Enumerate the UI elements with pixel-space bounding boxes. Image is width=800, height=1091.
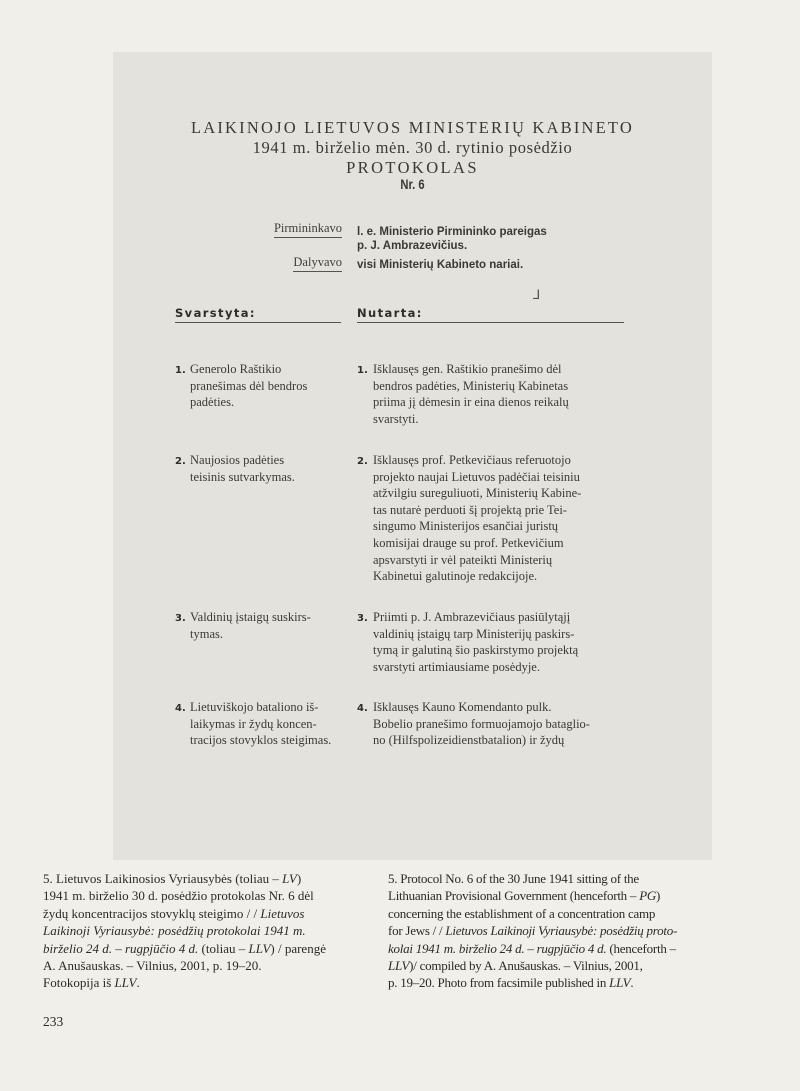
text-line: Lietuviškojo bataliono iš- [190, 700, 319, 714]
text-line: Išklausęs prof. Petkevičiaus referuotojo [373, 453, 571, 467]
item-2-number-right: 2. [357, 456, 368, 467]
item-1-number-left: 1. [175, 365, 186, 376]
text-line: laikymas ir žydų koncen- [190, 716, 317, 731]
text-line: tas nutarė perduoti šį projektą prie Tei- [373, 502, 567, 517]
pencil-mark: ⅃ [533, 288, 541, 303]
item-4-number-right: 4. [357, 703, 368, 714]
participants-value: visi Ministerių Kabineto nariai. [357, 259, 524, 271]
item-3-considered [190, 609, 311, 642]
text-line: valdinių įstaigų tarp Ministerijų paskirs- [373, 626, 575, 641]
column-considered-rule [175, 322, 341, 323]
text-line: Generolo Raštikio [190, 362, 282, 376]
text-line: no (Hilfspolizeidienstbatalion) ir žydų [373, 733, 565, 748]
item-3-number-right: 3. [357, 613, 368, 624]
text-line: Išklausęs gen. Raštikio pranešimo dėl [373, 362, 562, 376]
text-line: bendros padėties, Ministerių Kabinetas [373, 378, 569, 393]
caption-line: birželio 24 d. – rugpjūčio 4 d. (toliau – LLV) / parengė [43, 940, 326, 956]
text-line: tymą ir galutiną šio paskirstymo projektą [373, 643, 579, 658]
caption-line: kolai 1941 m. birželio 24 d. – rugpjūčio 4 d. (henceforth – [388, 940, 676, 956]
text-line: svarstyti artimiausiame posėdyje. [373, 659, 540, 674]
caption-line: p. 19–20. Photo from facsimile published in LLV. [388, 975, 634, 991]
participants-label: Dalyvavo [293, 255, 342, 272]
header-number: Nr. 6 [400, 176, 425, 192]
caption-line: LLV)/ compiled by A. Anušauskas. – Vilnius, 2001, [388, 958, 643, 974]
column-decided-heading: Nutarta: [357, 306, 423, 320]
item-1-considered [190, 361, 307, 411]
text-line: atžvilgiu sureguliuoti, Ministerių Kabine- [373, 486, 582, 501]
text-line: tymas. [190, 626, 223, 641]
caption-line: 5. Lietuvos Laikinosios Vyriausybės (toliau – LV) [43, 871, 302, 886]
item-1-number-right: 1. [357, 365, 368, 376]
item-4-considered [190, 699, 331, 749]
item-4-number-left: 4. [175, 703, 186, 714]
caption-line: 1941 m. birželio 30 d. posėdžio protokolas Nr. 6 dėl [43, 888, 314, 904]
item-4-decided [373, 699, 590, 749]
caption-line: žydų koncentracijos stovyklų steigimo / / Lietuvos [43, 905, 305, 921]
header-date: 1941 m. birželio mėn. 30 d. rytinio posėdžio [252, 138, 573, 157]
chair-label: Pirmininkavo [274, 221, 342, 238]
caption-line: for Jews / / Lietuvos Laikinoji Vyriausybė: posėdžių proto- [388, 923, 678, 939]
text-line: singumo Ministerijos esančiai juristų [373, 519, 559, 534]
chair-value-line2: p. J. Ambrazevičius. [357, 240, 468, 252]
text-line: padėties. [190, 395, 235, 410]
item-2-number-left: 2. [175, 456, 186, 467]
caption-line: Lithuanian Provisional Government (henceforth – PG) [388, 888, 661, 904]
caption-line: 5. Protocol No. 6 of the 30 June 1941 sitting of the [388, 871, 639, 886]
caption-english [388, 870, 677, 992]
text-line: Kabinetui galutinoje redakcijoje. [373, 569, 538, 584]
header-protocol: PROTOKOLAS [346, 158, 479, 177]
item-3-number-left: 3. [175, 613, 186, 624]
text-line: tracijos stovyklos steigimas. [190, 733, 332, 748]
text-line: teisinis sutvarkymas. [190, 469, 295, 484]
text-line: komisijai drauge su prof. Petkevičium [373, 535, 564, 550]
item-3-decided [373, 609, 578, 675]
item-1-decided [373, 361, 569, 427]
item-2-decided [373, 452, 581, 585]
text-line: Priimti p. J. Ambrazevičiaus pasiūlytąjį [373, 610, 571, 624]
caption-lithuanian [43, 870, 326, 992]
text-line: priima jį dėmesin ir eina dienos reikalų [373, 395, 569, 410]
caption-line: concerning the establishment of a concentration camp [388, 905, 656, 921]
document-facsimile [113, 52, 712, 860]
column-considered-heading: Svarstyta: [175, 306, 256, 320]
caption-line: Fotokopija iš LLV. [43, 975, 140, 991]
text-line: pranešimas dėl bendros [190, 378, 308, 393]
text-line: projekto naujai Lietuvos padėčiai teisiniu [373, 469, 580, 484]
page-number: 233 [43, 1014, 64, 1029]
text-line: Naujosios padėties [190, 453, 285, 467]
column-decided-rule [357, 322, 624, 323]
item-2-considered [190, 452, 295, 485]
caption-line: Laikinoji Vyriausybė: posėdžių protokolai 1941 m. [43, 923, 306, 939]
header-cabinet: LAIKINOJO LIETUVOS MINISTERIŲ KABINETO [190, 118, 635, 137]
text-line: Bobelio pranešimo formuojamojo bataglio- [373, 716, 590, 731]
text-line: svarstyti. [373, 411, 419, 426]
caption-line: A. Anušauskas. – Vilnius, 2001, p. 19–20. [43, 958, 262, 974]
text-line: apsvarstyti ir vėl pateikti Ministerių [373, 552, 553, 567]
chair-value-line1: l. e. Ministerio Pirmininko pareigas [357, 226, 547, 238]
text-line: Išklausęs Kauno Komendanto pulk. [373, 700, 552, 714]
text-line: Valdinių įstaigų suskirs- [190, 610, 311, 624]
